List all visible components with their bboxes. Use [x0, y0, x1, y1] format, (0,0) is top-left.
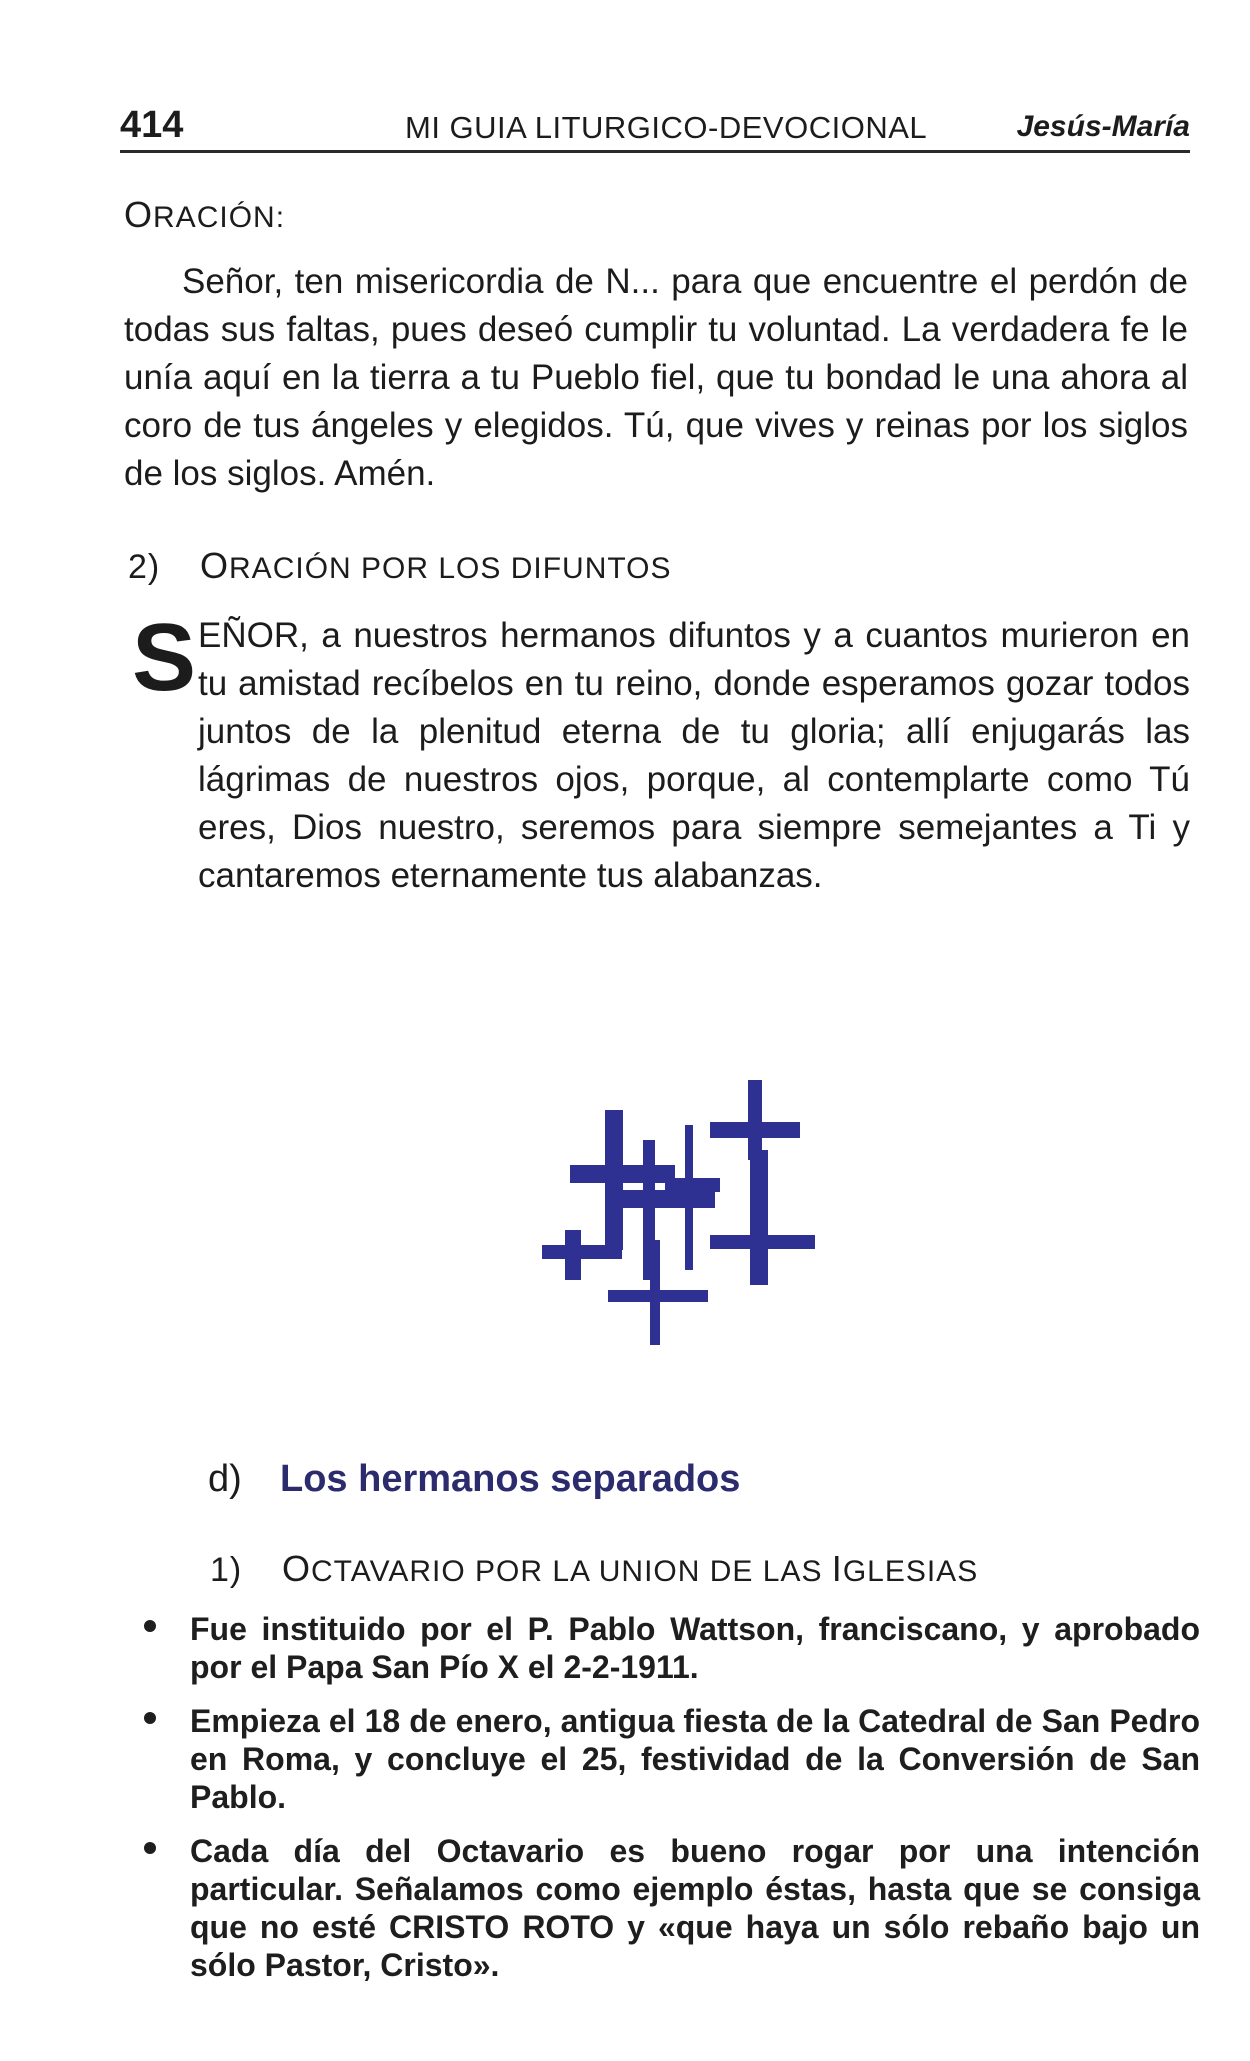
- oracion-heading: ORACIÓN:: [124, 194, 286, 235]
- section-d-letter: d): [208, 1458, 242, 1500]
- section-2-number: 2): [128, 548, 161, 586]
- running-header: [120, 102, 1190, 153]
- section-d-heading: [208, 1458, 740, 1501]
- bullet-icon: [144, 1842, 156, 1854]
- list-item: Fue instituido por el P. Pablo Wattson, franciscano, y aprobado por el Papa San Pío X el 2-2-1911.: [140, 1610, 1200, 1686]
- drop-cap-letter: S: [132, 604, 197, 711]
- octavario-bullet-list: [140, 1610, 1200, 1984]
- octavario-heading: 1) OCTAVARIO POR LA UNION DE LAS IGLESIAS: [210, 1548, 979, 1589]
- bullet-icon: [144, 1712, 156, 1724]
- difuntos-prayer-text: EÑOR, a nuestros hermanos difuntos y a cuantos murieron en tu amistad recíbelos en tu reino, donde esperamos gozar todos juntos de la plenitud eterna de tu gloria; allí enjugarás las lágrimas de nuestros ojos, porque, al contemplarte como Tú eres, Dios nuestro, seremos para siempre semejantes a Ti y cantaremos eternamente tus alabanzas.: [198, 616, 1190, 895]
- crosses-icon: [520, 1080, 840, 1350]
- book-title: MI GUIA LITURGICO-DEVOCIONAL: [405, 110, 928, 145]
- oracion-text: Señor, ten misericordia de N... para que encuentre el perdón de todas sus faltas, pues deseó cumplir tu voluntad. La verdadera fe le unía aquí en la tierra a tu Pueblo fiel, que tu bondad le una ahora al coro de tus ángeles y elegidos. Tú, que vives y reinas por los siglos de los siglos. Amén.: [124, 262, 1188, 493]
- list-item: Empieza el 18 de enero, antigua fiesta de la Catedral de San Pedro en Roma, y concluye el 25, festividad de la Conversión de San Pablo.: [140, 1702, 1200, 1816]
- page-number: 414: [120, 104, 184, 146]
- section-2-heading: 2) ORACIÓN POR LOS DIFUNTOS: [128, 545, 672, 586]
- octavario-number: 1): [210, 1551, 243, 1589]
- header-right-text: Jesús-María: [1016, 110, 1190, 143]
- section-d-title: Los hermanos separados: [280, 1458, 741, 1500]
- bullet-icon: [144, 1620, 156, 1632]
- list-item: Cada día del Octavario es bueno rogar por una intención particular. Señalamos como ejemplo éstas, hasta que se consiga que no esté CRISTO ROTO y «que haya un sólo rebaño bajo un sólo Pastor, Cristo».: [140, 1832, 1200, 1984]
